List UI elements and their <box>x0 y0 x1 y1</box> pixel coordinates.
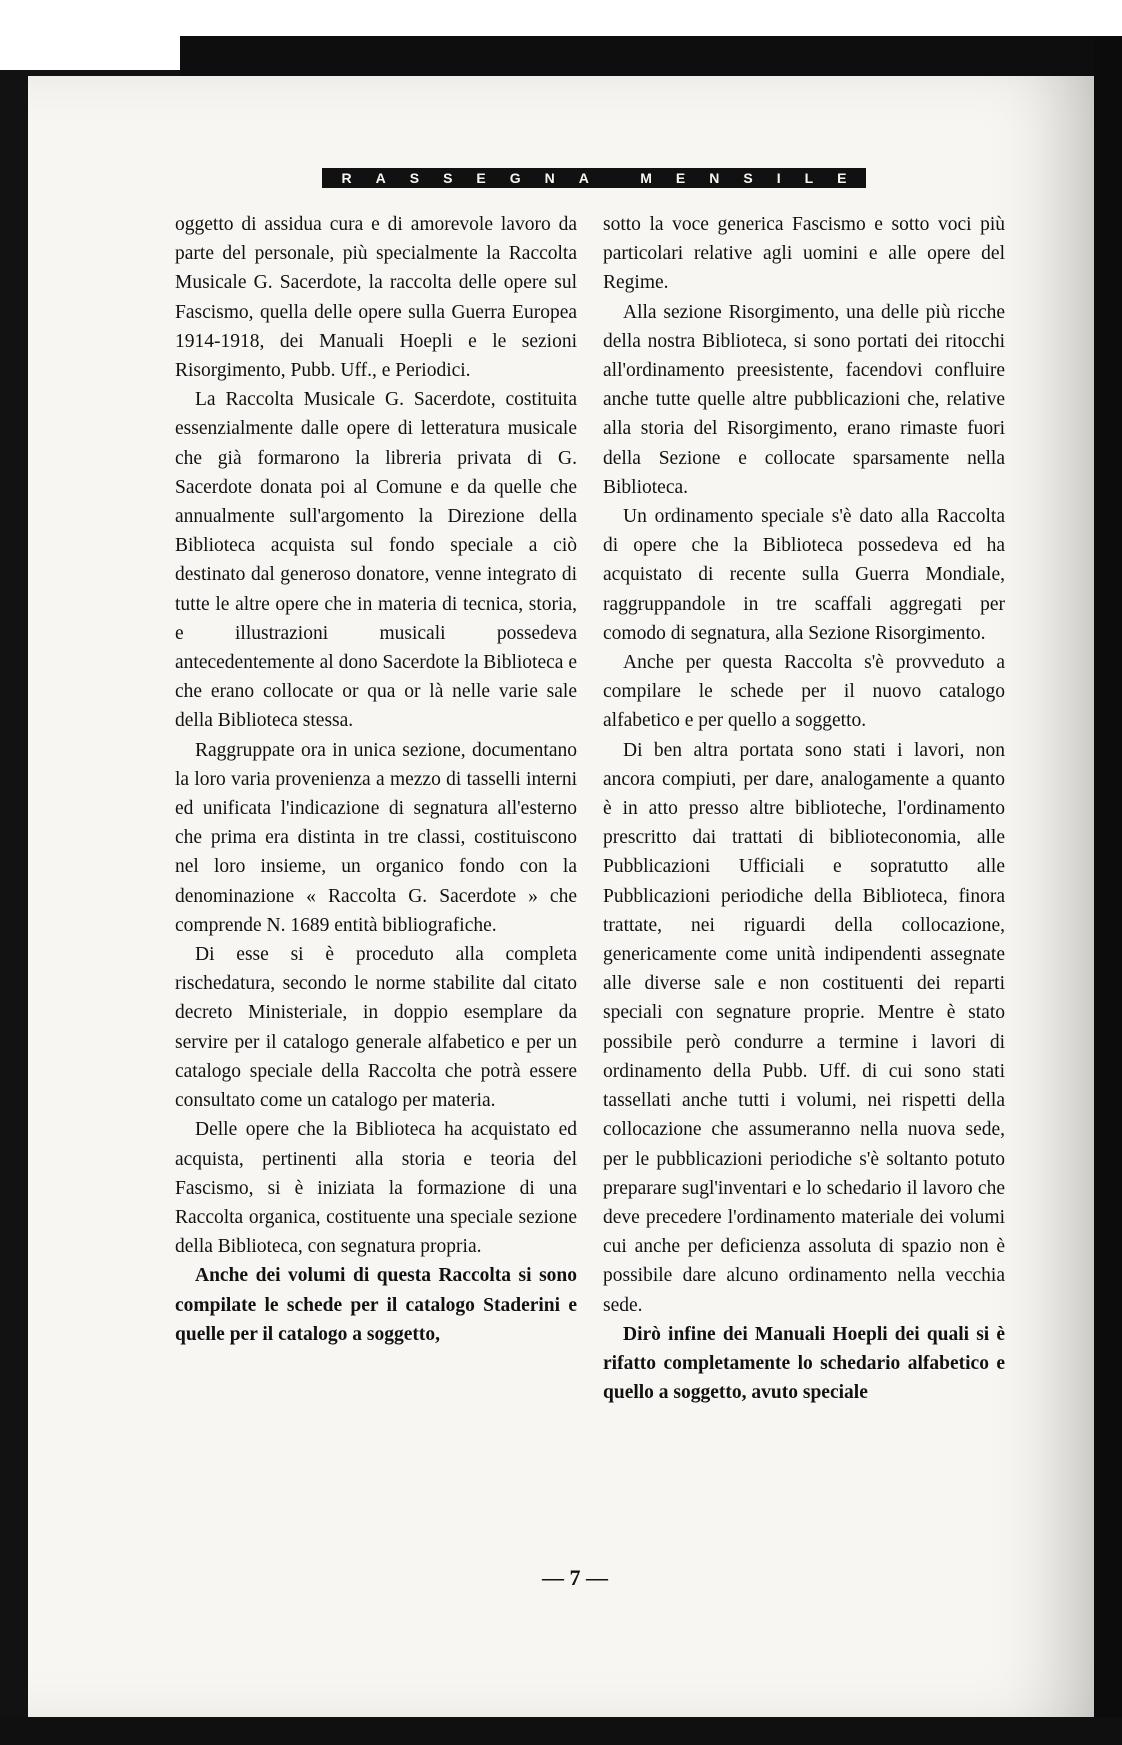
page-number: — 7 — <box>542 1565 608 1590</box>
paragraph: Di ben altra portata sono stati i lavori, non ancora compiuti, per dare, analogamente a quanto è in atto presso altre biblioteche, l'ordinamento prescritto dai trattati di biblioteconomia, alle Pubblicazioni Ufficiali e sopratutto alle Pubblicazioni periodiche della Biblioteca, finora trattate, nei riguardi della collocazione, genericamente come unità indipendenti assegnate alle diverse sale e non costituenti dei reparti speciali con segnature proprie. Mentre è stato possibile però condurre a termine i lavori di ordinamento della Pubb. Uff. di cui sono stati tassellati anche tutti i volumi, nei rispetti della collocazione che assumeranno nella nuova sede, per le pubblicazioni periodiche s'è soltanto potuto preparare sugl'inventari e lo schedario il lavoro che deve precedere l'ordinamento materiale dei volumi cui anche per deficienza assoluta di spazio non è possibile dare alcuno ordinamento nella vecchia sede. <box>603 739 1005 1316</box>
scan-border-right <box>1094 36 1122 1745</box>
paragraph: Di esse si è proceduto alla completa rischedatura, secondo le norme stabilite dal citato decreto Ministeriale, in doppio esemplare da servire per il catalogo generale alfabetico e per un catalogo speciale della Raccolta che potrà essere consultato come un catalogo per materia. <box>175 944 577 1112</box>
running-header-title: RASSEGNA MENSILE <box>341 170 871 186</box>
paragraph: La Raccolta Musicale G. Sacerdote, costituita essenzialmente dalle opere di letteratura musicale che già formarono la libreria privata di G. Sacerdote donata poi al Comune e da quelle che annualmente sull'argomento la Direzione della Biblioteca acquista sul fondo speciale a ciò destinato dal generoso donatore, venne integrato di tutte le altre opere che in materia di tecnica, storia, e illustrazioni musicali possedeva antecedentemente al dono Sacerdote la Biblioteca e che erano collocate or qua or là nelle varie sale della Biblioteca stessa. <box>175 389 577 732</box>
scan-border-top <box>180 36 1122 76</box>
paragraph: sotto la voce generica Fascismo e sotto voci più particolari relative agli uomini e alle opere del Regime. <box>603 214 1005 294</box>
paragraph: oggetto di assidua cura e di amorevole lavoro da parte del personale, più specialmente la Raccolta Musicale G. Sacerdote, la raccolta delle opere sul Fascismo, quella delle opere sulla Guerra Europea 1914-1918, dei Manuali Hoepli e le sezioni Risorgimento, Pubb. Uff., e Periodici. <box>175 214 577 382</box>
running-header <box>322 168 871 188</box>
paragraph: Anche per questa Raccolta s'è provveduto a compilare le schede per il nuovo catalogo alfabetico e per quello a soggetto. <box>603 652 1005 732</box>
left-column <box>175 210 577 1349</box>
paragraph: Alla sezione Risorgimento, una delle più ricche della nostra Biblioteca, si sono portati dei ritocchi all'ordinamento preesistente, facendovi confluire anche tutte quelle altre pubblicazioni che, relative alla storia del Risorgimento, erano rimaste fuori della Sezione e collocate sparsamente nella Biblioteca. <box>603 301 1005 498</box>
paragraph: Raggruppate ora in unica sezione, documentano la loro varia provenienza a mezzo di tasselli interni ed unificata l'indicazione di segnatura all'esterno che prima era distinta in tre classi, costituiscono nel loro insieme, un organico fondo con la denominazione « Raccolta G. Sacerdote » che comprende N. 1689 entità bibliografiche. <box>175 739 577 936</box>
scan-border-left <box>0 70 28 1745</box>
right-column <box>603 210 1005 1407</box>
paragraph: Dirò infine dei Manuali Hoepli dei quali si è rifatto completamente lo schedario alfabetico e quello a soggetto, avuto speciale <box>603 1323 1005 1404</box>
paragraph: Anche dei volumi di questa Raccolta si sono compilate le schede per il catalogo Staderini e quelle per il catalogo a soggetto, <box>175 1265 577 1345</box>
scan-border-bottom <box>0 1717 1122 1745</box>
paragraph: Delle opere che la Biblioteca ha acquistato ed acquista, pertinenti alla storia e teoria del Fascismo, si è iniziata la formazione di una Raccolta organica, costituente una speciale sezione della Biblioteca, con segnatura propria. <box>175 1119 577 1258</box>
paragraph: Un ordinamento speciale s'è dato alla Raccolta di opere che la Biblioteca possedeva ed ha acquistato di recente sulla Guerra Mondiale, raggruppandole in tre scaffali aggregati per comodo di segnatura, alla Sezione Risorgimento. <box>603 506 1005 644</box>
